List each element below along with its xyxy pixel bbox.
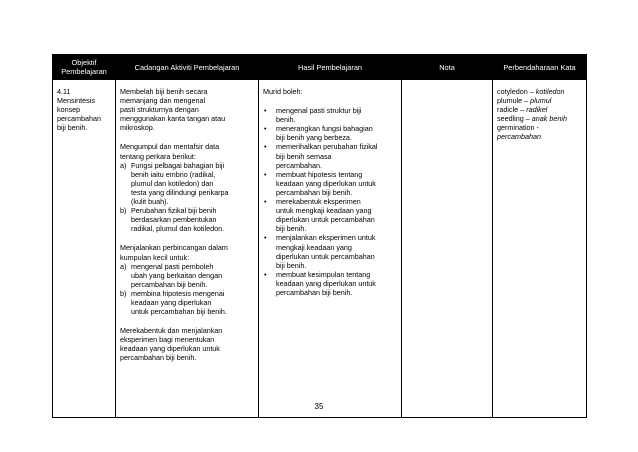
- objektif-line: konsep: [57, 105, 81, 115]
- text-line: biji benih semasa: [276, 151, 332, 161]
- cell-objektif: [53, 80, 116, 418]
- vocab-english: radicle: [497, 105, 519, 115]
- hasil-bullet-item: [263, 142, 398, 169]
- vocab-separator: –: [523, 114, 532, 124]
- text-line: merekabentuk eksperimen: [276, 197, 361, 207]
- objektif-line: biji benih.: [57, 123, 88, 133]
- text-line: Perubahan fizikal biji benih: [131, 206, 217, 216]
- header-aktiviti: Cadangan Aktiviti Pembelajaran: [116, 55, 259, 80]
- hasil-bullet-item: [263, 233, 398, 269]
- hasil-intro: Murid boleh:: [263, 87, 303, 96]
- bullet-icon: •: [264, 269, 267, 279]
- activity-paragraph: [120, 326, 255, 362]
- list-marker: a): [120, 261, 127, 271]
- text-line: keadaan yang diperlukan untuk: [276, 178, 376, 188]
- table-row: [53, 80, 587, 418]
- header-objektif: Objektif Pembelajaran: [53, 55, 116, 80]
- vocab-english: germination: [497, 123, 535, 133]
- objektif-line: 4.11: [57, 87, 71, 96]
- cell-perbendaharaan: [493, 80, 587, 418]
- text-line: percambahan biji benih.: [276, 287, 353, 297]
- vocab-entry: [497, 96, 583, 105]
- header-row: [53, 55, 587, 80]
- text-line: keadaan yang diperlukan: [131, 297, 212, 307]
- text-line: membina hipotesis mengenai: [131, 288, 225, 298]
- text-line: biji benih.: [276, 260, 307, 270]
- list-item: [120, 161, 255, 206]
- list-marker: a): [120, 160, 127, 170]
- lesson-plan-table: [52, 54, 587, 418]
- text-line: menerangkan fungsi bahagian: [276, 124, 373, 134]
- text-line: percambahan biji benih.: [131, 279, 208, 289]
- text-line: membuat kesimpulan tentang: [276, 269, 371, 279]
- text-line: percambahan biji benih.: [120, 353, 197, 363]
- text-line: mikroskop.: [120, 123, 155, 133]
- page: [52, 54, 587, 418]
- list-marker: b): [120, 288, 127, 298]
- text-line: ubah yang berkaitan dengan: [131, 270, 223, 280]
- text-line: plumul dan kotiledon) dan: [131, 178, 214, 188]
- objektif-line: Mensintesis: [57, 96, 95, 106]
- text-line: pasti strukturnya dengan: [120, 105, 199, 115]
- text-line: benih iaitu embrio (radikal,: [131, 169, 216, 179]
- text-line: memanjang dan mengenal: [120, 96, 206, 106]
- list-marker: b): [120, 206, 127, 216]
- text-line: tentang perkara berikut:: [120, 151, 196, 161]
- text-line: membuat hipotesis tentang: [276, 169, 363, 179]
- header-perbendaharaan: Perbendaharaan Kata: [493, 55, 587, 80]
- cell-hasil: [259, 80, 402, 418]
- text-line: Fungsi pelbagai bahagian biji: [131, 160, 225, 170]
- text-line: Merekabentuk dan menjalankan: [120, 326, 223, 336]
- hasil-bullet-item: [263, 270, 398, 297]
- vocab-malay: anak benih: [531, 114, 567, 124]
- hasil-bullet-item: [263, 106, 398, 124]
- vocab-malay: percambahan: [497, 132, 541, 142]
- text-line: untuk mengkaji keadaan yang: [276, 206, 372, 216]
- vocab-malay: kotiledon: [535, 87, 565, 96]
- vocab-entry: [497, 105, 583, 114]
- text-line: testa yang dilindungi perikarpa: [131, 187, 229, 197]
- text-line: kumpulan kecil untuk:: [120, 252, 190, 262]
- text-line: untuk percambahan biji benih.: [131, 307, 227, 317]
- text-line: Menjalankan perbincangan dalam: [120, 243, 228, 253]
- vocab-english: cotyledon: [497, 87, 528, 96]
- vocab-separator: –: [518, 105, 527, 115]
- text-line: menjalankan eksperimen untuk: [276, 233, 376, 243]
- text-line: keadaan yang diperlukan untuk: [276, 278, 376, 288]
- vocab-malay: plumul: [530, 96, 552, 106]
- activity-paragraph: [120, 243, 255, 316]
- vocab-separator: –: [527, 87, 536, 96]
- bullet-icon: •: [264, 197, 267, 207]
- vocab-separator: -: [534, 123, 539, 133]
- vocab-english: plumule: [497, 96, 523, 106]
- bullet-icon: •: [264, 142, 267, 152]
- text-line: keadaan yang diperlukan untuk: [120, 344, 220, 354]
- cell-aktiviti: [116, 80, 259, 418]
- text-line: (kulit buah).: [131, 197, 169, 207]
- list-item: [120, 262, 255, 289]
- text-line: mengenal pasti struktur biji: [276, 106, 362, 116]
- bullet-icon: •: [264, 233, 267, 243]
- objektif-line: percambahan: [57, 114, 101, 124]
- hasil-bullet-item: [263, 170, 398, 197]
- vocab-entry: [497, 123, 583, 141]
- text-line: Membelah biji benih secara: [120, 87, 208, 96]
- page-number: 35: [314, 402, 324, 411]
- text-line: diperlukan untuk percambahan: [276, 251, 375, 261]
- bullet-icon: •: [264, 169, 267, 179]
- list-item: [120, 206, 255, 233]
- text-line: biji benih yang berbeza.: [276, 133, 352, 143]
- text-line: biji benih.: [276, 224, 307, 234]
- cell-nota: [402, 80, 493, 418]
- text-line: diperlukan untuk percambahan: [276, 215, 375, 225]
- text-line: berdasarkan pembentukan: [131, 215, 217, 225]
- hasil-bullet-item: [263, 124, 398, 142]
- bullet-icon: •: [264, 106, 267, 116]
- list-item: [120, 289, 255, 316]
- hasil-bullet-list: [263, 106, 398, 297]
- vocab-separator: –: [522, 96, 531, 106]
- vocab-malay: radikel: [526, 105, 548, 115]
- header-hasil: Hasil Pembelajaran: [259, 55, 402, 80]
- text-line: percambahan biji benih.: [276, 187, 353, 197]
- bullet-icon: •: [264, 124, 267, 134]
- text-line: menggunakan kanta tangan atau: [120, 114, 226, 124]
- header-nota: Nota: [402, 55, 493, 80]
- hasil-bullet-item: [263, 197, 398, 233]
- text-line: mengkaji keadaan yang: [276, 242, 352, 252]
- text-line: memerihalkan perubahan fizikal: [276, 142, 378, 152]
- text-line: benih.: [276, 115, 296, 125]
- text-line: Mengumpul dan mentafsir data: [120, 142, 220, 152]
- activity-paragraph: [120, 87, 255, 132]
- text-line: radikal, plumul dan kotiledon.: [131, 224, 225, 234]
- text-line: mengenal pasti pemboleh: [131, 261, 214, 271]
- vocab-english: seedling: [497, 114, 524, 124]
- text-line: percambahan.: [276, 160, 322, 170]
- text-line: eksperimen bagi menentukan: [120, 335, 215, 345]
- vocab-entry: [497, 87, 583, 96]
- vocab-entry: [497, 114, 583, 123]
- activity-paragraph: [120, 142, 255, 233]
